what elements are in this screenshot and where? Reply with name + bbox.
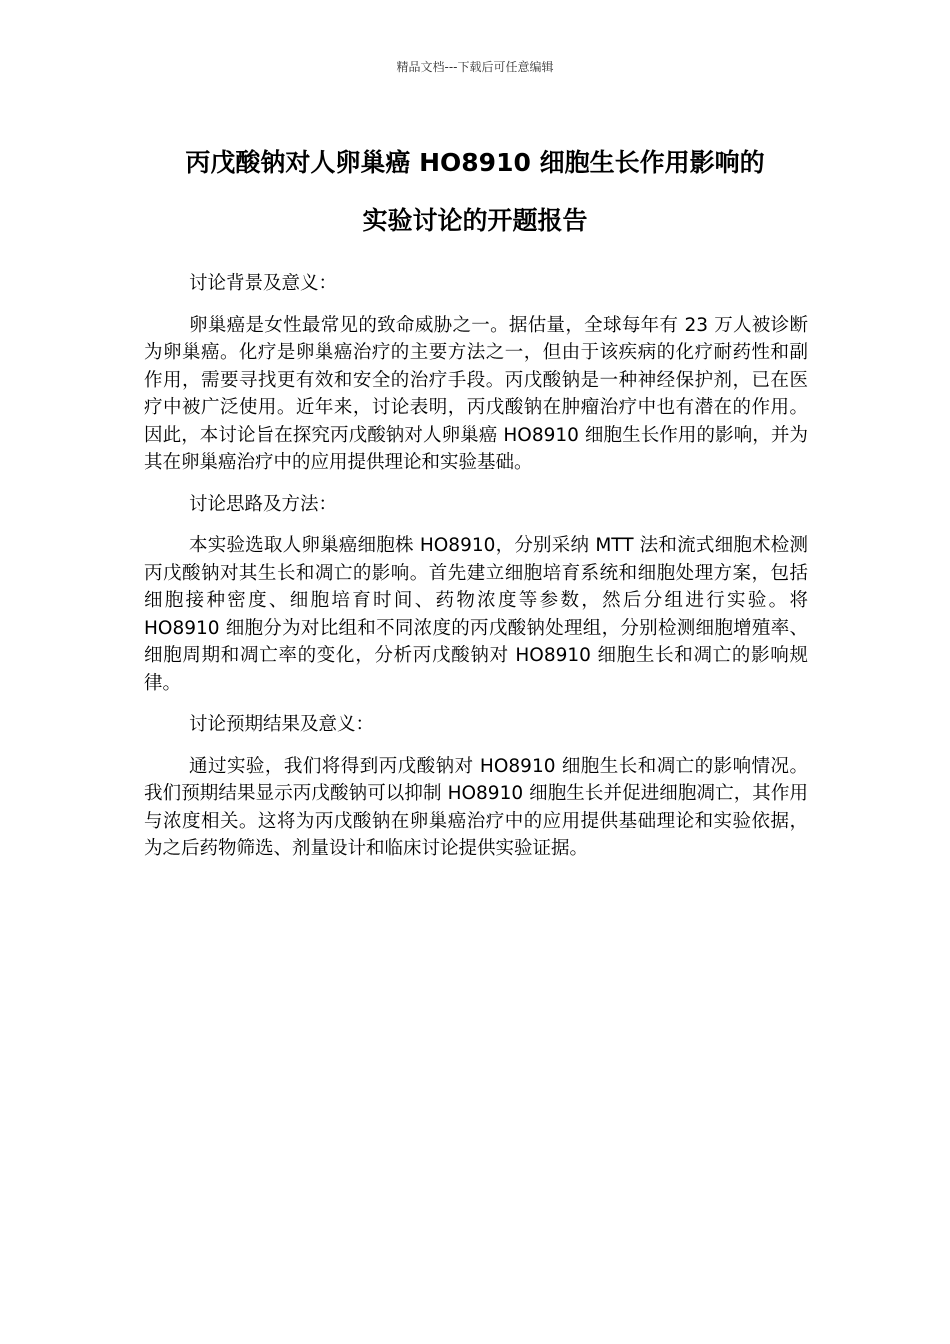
document-body [144, 270, 808, 877]
section-body-background: 卵巢癌是女性最常见的致命威胁之一。据估量，全球每年有 23 万人被诊断为卵巢癌。化疗是卵巢癌治疗的主要方法之一，但由于该疾病的化疗耐药性和副作用，需要寻找更有效和安全的治疗手段。丙戊酸钠是一种神经保护剂，已在医疗中被广泛使用。近年来，讨论表明，丙戊酸钠在肿瘤治疗中也有潜在的作用。因此，本讨论旨在探究丙戊酸钠对人卵巢癌 HO8910 细胞生长作用的影响，并为其在卵巢癌治疗中的应用提供理论和实验基础。 [144, 314, 808, 473]
section-heading-expected-results: 讨论预期结果及意义： [189, 714, 375, 735]
title-line-1: 丙戊酸钠对人卵巢癌 HO8910 细胞生长作用影响的 [185, 148, 765, 177]
section-heading-methods: 讨论思路及方法： [189, 493, 338, 515]
header-watermark: 精品文档---下载后可任意编辑 [396, 60, 554, 74]
section-heading-background: 讨论背景及意义： [189, 273, 338, 294]
document-title [140, 134, 810, 250]
section-body-methods: 本实验选取人卵巢癌细胞株 HO8910，分别采纳 MTT 法和流式细胞术检测丙戊酸钠对其生长和凋亡的影响。首先建立细胞培育系统和细胞处理方案，包括细胞接种密度、细胞培育时间、药物浓度等参数，然后分组进行实验。将 HO8910 细胞分为对比组和不同浓度的丙戊酸钠处理组，分别检测细胞增殖率、细胞周期和凋亡率的变化，分析丙戊酸钠对 HO8910 细胞生长和凋亡的影响规律。 [144, 535, 808, 694]
section-body-expected-results: 通过实验，我们将得到丙戊酸钠对 HO8910 细胞生长和凋亡的影响情况。我们预期结果显示丙戊酸钠可以抑制 HO8910 细胞生长并促进细胞凋亡，其作用与浓度相关。这将为丙戊酸钠在卵巢癌治疗中的应用提供基础理论和实验依据，为之后药物筛选、剂量设计和临床讨论提供实验证据。 [144, 755, 808, 859]
title-line-2: 实验讨论的开题报告 [362, 206, 588, 235]
